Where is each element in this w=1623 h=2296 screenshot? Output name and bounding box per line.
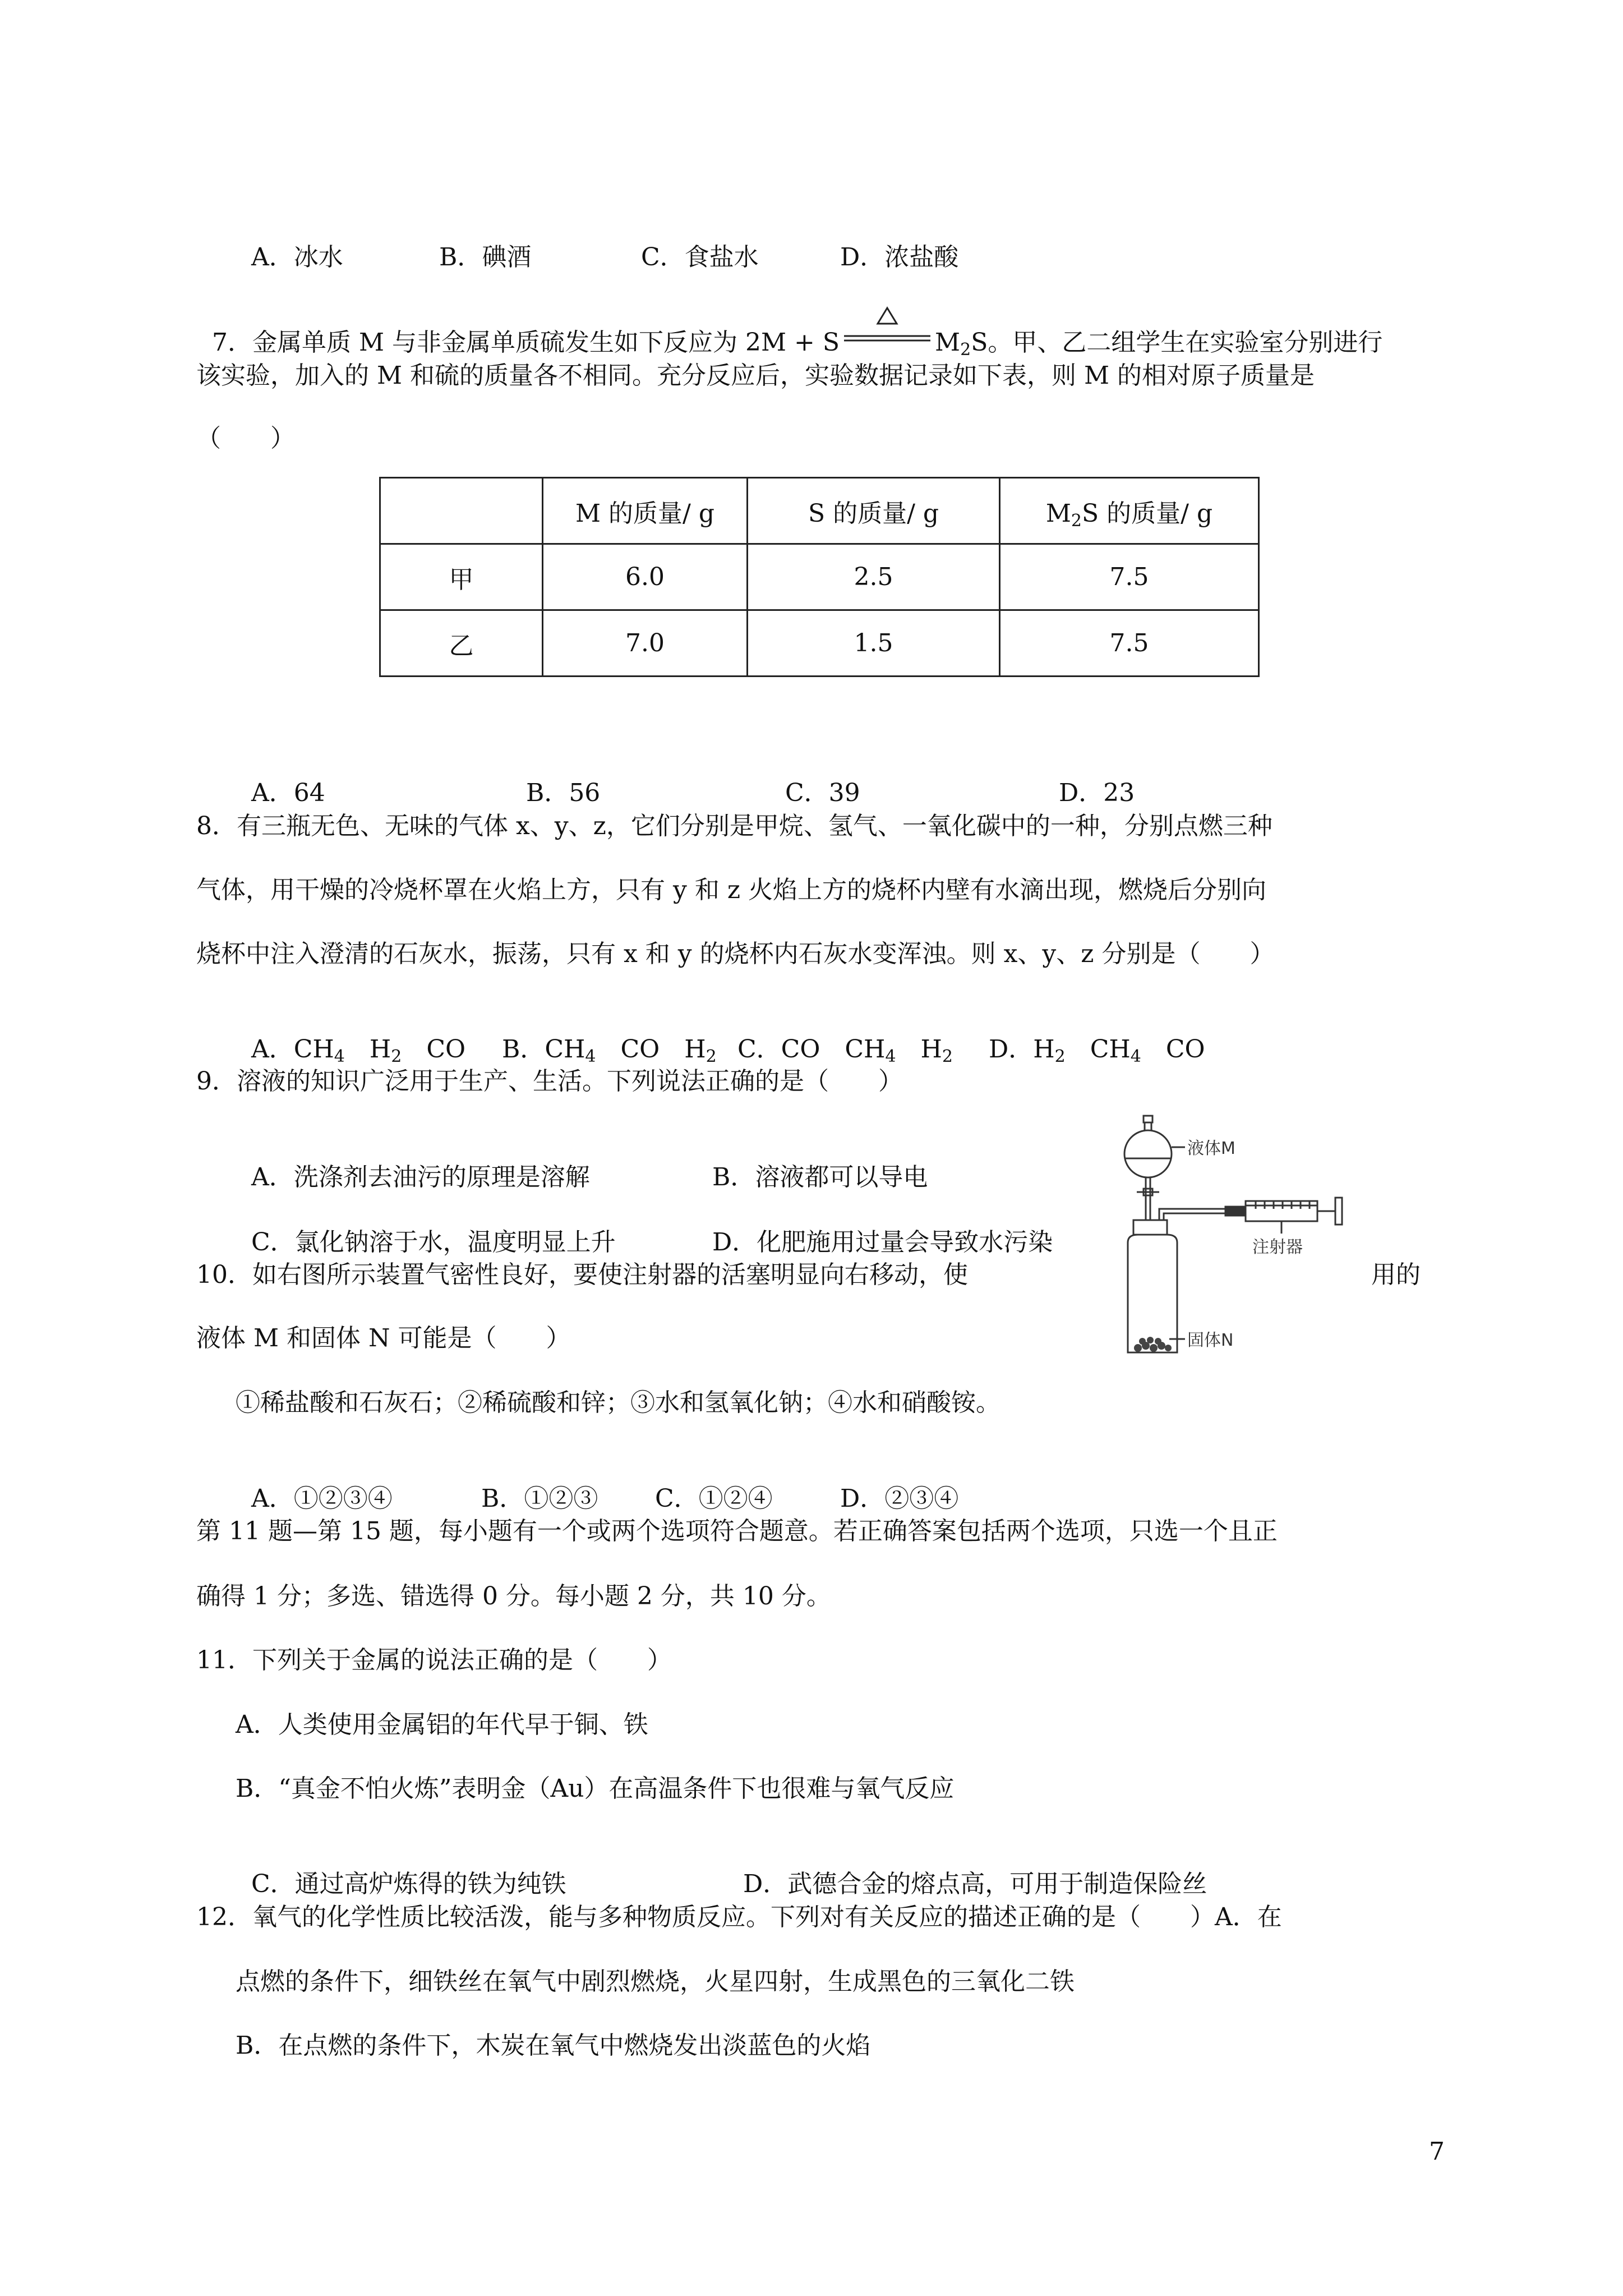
q7-prefix: 7．金属单质 M 与非金属单质硫发生如下反应为 2M + S (211, 328, 840, 357)
q7-option-d: D．23 (1058, 779, 1135, 807)
q7-option-c: C．39 (785, 779, 860, 807)
q7-product-s: S。甲、乙二组学生在实验室分别进行 (971, 328, 1383, 357)
q7-product-sub: 2 (960, 340, 971, 360)
q12-line2: 点燃的条件下，细铁丝在氧气中剧烈燃烧，火星四射，生成黑色的三氧化二铁 (236, 1967, 1075, 1996)
q7-product-m: M (935, 328, 961, 357)
q9-option-b: B．溶液都可以导电 (712, 1163, 928, 1191)
table-cell: 7.5 (1000, 544, 1259, 610)
q10-options (236, 1452, 958, 1515)
q7-line3: （ ） (196, 424, 295, 453)
page-number: 7 (1429, 2137, 1445, 2166)
q8-line1: 8．有三瓶无色、无味的气体 x、y、z，它们分别是甲烷、氢气、一氧化碳中的一种，分别点燃三种 (196, 812, 1272, 840)
q9-option-d: D．化肥施用过量会导致水污染 (712, 1228, 1053, 1257)
table-cell: 乙 (380, 610, 543, 677)
q11-option-d: D．武德合金的熔点高，可用于制造保险丝 (743, 1870, 1207, 1898)
q9-line-ab (236, 1130, 928, 1193)
apparatus-drawing (1096, 1114, 1354, 1360)
q8-line2: 气体，用干燥的冷烧杯罩在火焰上方，只有 y 和 z 火焰上方的烧杯内壁有水滴出现，燃烧后分别向 (196, 876, 1266, 904)
q8-option-b: B．$CH_4$ CO $H_2$ (501, 1035, 717, 1066)
apparatus-figure (1096, 1114, 1354, 1363)
q10-option-b: B．①②③ (481, 1484, 598, 1513)
table-header-s: S 的质量/ g (748, 478, 1000, 544)
q6-option-c: C．食盐水 (640, 243, 759, 272)
q11-stem: 11．下列关于金属的说法正确的是（ ） (196, 1646, 672, 1674)
q8-line3: 烧杯中注入澄清的石灰水，振荡，只有 x 和 y 的烧杯内石灰水变浑浊。则 x、y、z 分别是（ ） (196, 940, 1275, 968)
q10-line3: ①稀盐酸和石灰石；②稀硫酸和锌；③水和氢氧化钠；④水和硝酸铵。 (236, 1388, 1000, 1417)
q11-option-a: A．人类使用金属铝的年代早于铜、铁 (236, 1710, 648, 1739)
q6-option-d: D．浓盐酸 (840, 243, 959, 272)
table-cell: 7.0 (543, 610, 748, 677)
q9-line-cd (236, 1195, 1053, 1258)
section-line1: 第 11 题—第 15 题，每小题有一个或两个选项符合题意。若正确答案包括两个选项，只选一个且正 (196, 1517, 1278, 1545)
q11-option-b: B．“真金不怕火炼”表明金（Au）在高温条件下也很难与氧气反应 (236, 1774, 955, 1803)
reaction-condition-arrow (840, 327, 935, 358)
q10-option-c: C．①②④ (654, 1484, 773, 1513)
q10-option-d: D．②③④ (840, 1484, 959, 1513)
table-row (380, 610, 1259, 677)
q6-options (236, 210, 958, 273)
q8-options (236, 1002, 1205, 1065)
q8-option-c: C．CO $CH_4$ $H_2$ (737, 1035, 953, 1066)
q6-option-b: B．碘酒 (439, 243, 532, 272)
table-header-m: M 的质量/ g (543, 478, 748, 544)
q10-line1a: 10．如右图所示装置气密性良好，要使注射器的活塞明显向右移动，使 (196, 1260, 968, 1289)
table-header-empty (380, 478, 543, 544)
q8-option-d: D．$H_2$ $CH_4$ CO (988, 1035, 1205, 1066)
q9-option-c: C．氯化钠溶于水，温度明显上升 (251, 1228, 616, 1257)
q10-option-a: A．①②③④ (251, 1484, 393, 1513)
q7-line1 (196, 296, 1382, 358)
q9-option-a: A．洗涤剂去油污的原理是溶解 (251, 1163, 590, 1191)
table-cell: 6.0 (543, 544, 748, 610)
mass-table (379, 477, 1260, 677)
q10-line2: 液体 M 和固体 N 可能是（ ） (196, 1324, 571, 1352)
q7-option-b: B．56 (525, 779, 601, 807)
liquid-m-label: 液体M (1187, 1139, 1235, 1158)
q9-stem: 9．溶液的知识广泛用于生产、生活。下列说法正确的是（ ） (196, 1067, 903, 1096)
table-cell: 甲 (380, 544, 543, 610)
q11-line-cd (236, 1837, 1207, 1900)
table-cell: 1.5 (748, 610, 1000, 677)
m2s-rest: S 的质量/ g (1082, 499, 1213, 528)
solid-n-label: 固体N (1187, 1331, 1234, 1350)
q8-option-a: A．$CH_4$ $H_2$ CO (251, 1035, 466, 1066)
q7-option-a: A．64 (251, 779, 325, 807)
table-header-m2s (1000, 478, 1259, 544)
q10-line1b: 用的 (1371, 1260, 1421, 1289)
syringe-label: 注射器 (1252, 1237, 1303, 1257)
q7-options (236, 746, 1135, 809)
table-cell: 7.5 (1000, 610, 1259, 677)
table-row (380, 544, 1259, 610)
table-header-row (380, 478, 1259, 544)
table-cell: 2.5 (748, 544, 1000, 610)
q12-line1: 12．氧气的化学性质比较活泼，能与多种物质反应。下列对有关反应的描述正确的是（ ）A．在 (196, 1903, 1282, 1931)
q6-option-a: A．冰水 (251, 243, 343, 272)
m2s-sub: 2 (1071, 510, 1082, 531)
q12-option-b: B．在点燃的条件下，木炭在氧气中燃烧发出淡蓝色的火焰 (236, 2031, 871, 2060)
m2s-m: M (1045, 499, 1071, 528)
q11-option-c: C．通过高炉炼得的铁为纯铁 (251, 1870, 566, 1898)
section-line2: 确得 1 分；多选、错选得 0 分。每小题 2 分，共 10 分。 (196, 1582, 831, 1611)
q7-line2: 该实验，加入的 M 和硫的质量各不相同。充分反应后，实验数据记录如下表，则 M 的相对原子质量是 (196, 361, 1315, 390)
